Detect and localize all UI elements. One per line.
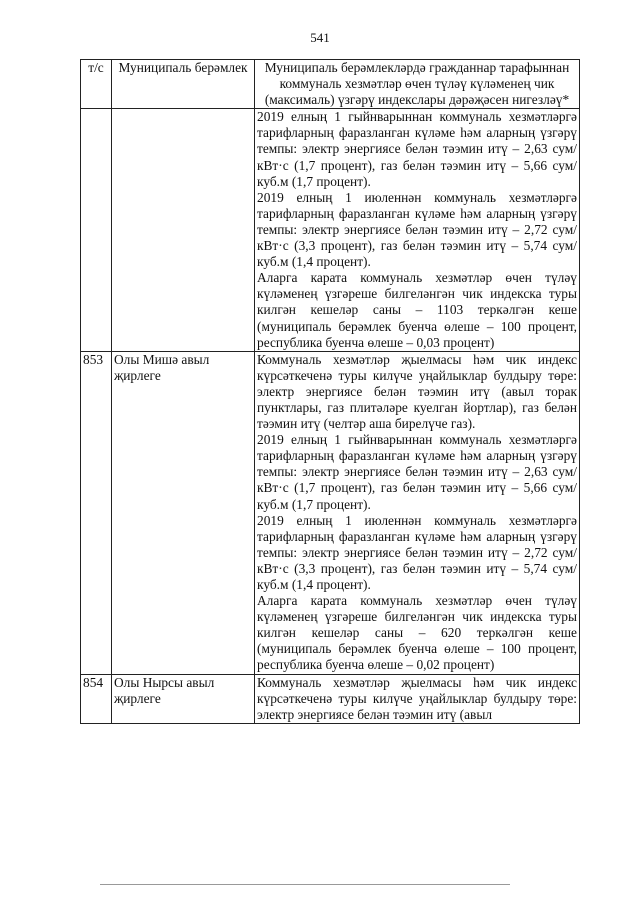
description-paragraph: Коммуналь хезмәтләр җыелмасы һәм чик индекс күрсәткеченә туры килүче уңайлыклар булдыру төре: электр энергиясе белән тәэмин итү (авыл (257, 674, 577, 722)
table-header (81, 60, 580, 109)
header-row (81, 60, 580, 109)
row-number (81, 109, 112, 351)
row-description (255, 351, 580, 674)
row-municipality (112, 109, 255, 351)
page-number: 541 (310, 30, 330, 45)
description-paragraph: 2019 елның 1 июленнән коммуналь хезмәтләргә тарифларның фаразланган күләме һәм аларның үзгәрү темпы: электр энергиясе белән тәэмин итү – 2,72 сум/кВт·с (3,3 процент), газ белән тәэмин итү – 5,74 сум/куб.м (1,4 процент). (257, 189, 577, 270)
table-row (81, 351, 580, 674)
table-row (81, 109, 580, 351)
description-paragraph: 2019 елның 1 июленнән коммуналь хезмәтләргә тарифларның фаразланган күләме һәм аларның үзгәрү темпы: электр энергиясе белән тәэмин итү – 2,72 сум/кВт·с (3,3 процент), газ белән тәэмин итү – 5,74 сум/куб.м (1,4 процент). (257, 512, 577, 592)
row-municipality: Олы Нырсы авыл җирлеге (112, 674, 255, 723)
header-municipality: Муниципаль берәмлек (112, 60, 255, 109)
row-municipality: Олы Мишә авыл җирлеге (112, 351, 255, 674)
description-paragraph: Аларга карата коммуналь хезмәтләр өчен түләү күләменең үзгәреше билгеләнгән чик индекска туры килгән кешеләр саны – 1103 теркәлгән кеше (муниципаль берәмлек буенча өлеше – 100 процент, республика буенча өлеше – 0,03 процент) (257, 270, 577, 350)
description-paragraph: Аларга карата коммуналь хезмәтләр өчен түләү күләменең үзгәреше билгеләнгән чик индекска туры килгән кешеләр саны – 620 теркәлгән кеше (муниципаль берәмлек буенча өлеше – 100 процент, республика буенча өлеше – 0,02 процент) (257, 593, 577, 673)
table-body (81, 109, 580, 724)
header-number: т/с (81, 60, 112, 109)
row-description (255, 109, 580, 351)
municipal-table (80, 59, 580, 724)
bottom-divider (100, 884, 510, 885)
description-paragraph: 2019 елның 1 гыйнварыннан коммуналь хезмәтләргә тарифларның фаразланган күләме һәм аларның үзгәрү темпы: электр энергиясе белән тәэмин итү – 2,63 сум/кВт·с (1,7 процент), газ белән тәэмин итү – 5,66 сум/куб.м (1,7 процент). (257, 432, 577, 512)
row-description (255, 674, 580, 723)
header-description: Муниципаль берәмлекләрдә гражданнар тарафыннан коммуналь хезмәтләр өчен түләү күләменең чик (максималь) үзгәрү индекслары дәрәҗәсен нигезләү* (255, 60, 580, 109)
description-paragraph: Коммуналь хезмәтләр җыелмасы һәм чик индекс күрсәткеченә туры килүче уңайлыклар булдыру төре: электр энергиясе белән тәэмин итү (авыл торак пунктлары, газ плитәләре куелган йортлар), газ белән тәэмин итү (челтәр аша бирелүче газ). (257, 351, 577, 432)
table-row (81, 674, 580, 723)
description-paragraph: 2019 елның 1 гыйнварыннан коммуналь хезмәтләргә тарифларның фаразланган күләме һәм аларның үзгәрү темпы: электр энергиясе белән тәэмин итү – 2,63 сум/кВт·с (1,7 процент), газ белән тәэмин итү – 5,66 сум/куб.м (1,7 процент). (257, 109, 577, 189)
row-number: 854 (81, 674, 112, 723)
row-number: 853 (81, 351, 112, 674)
